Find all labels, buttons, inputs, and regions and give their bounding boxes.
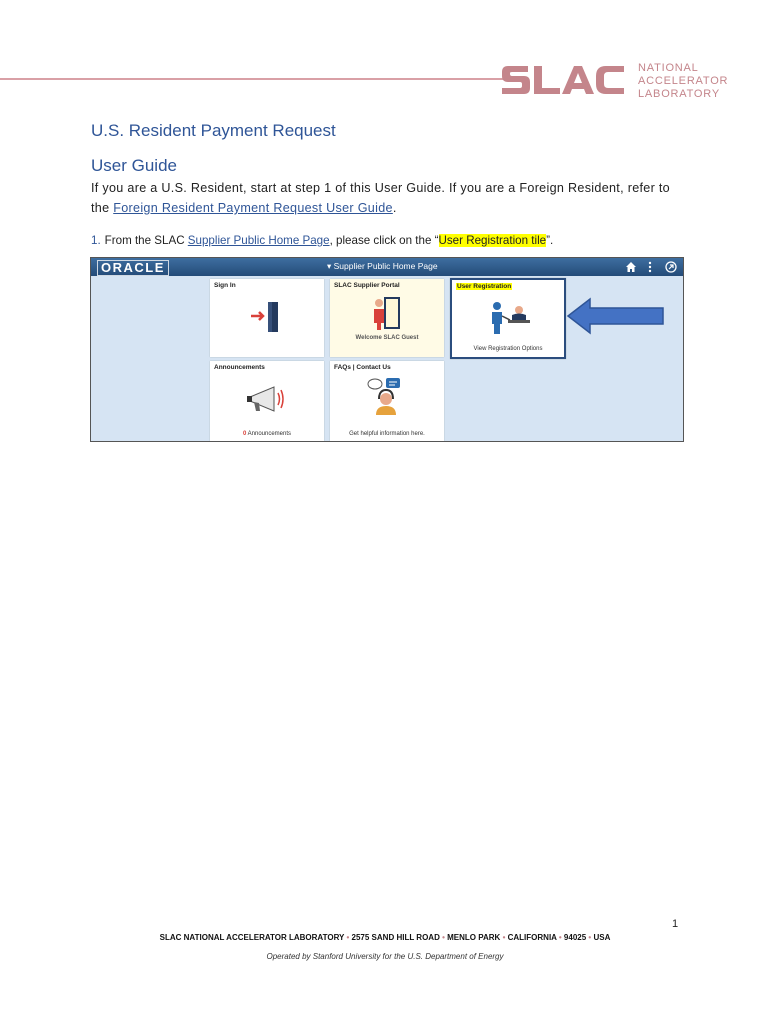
tile-sign-in[interactable]	[210, 279, 324, 357]
footer-org: SLAC NATIONAL ACCELERATOR LABORATORY	[159, 933, 345, 942]
navbar-icon[interactable]	[665, 261, 677, 273]
tile-title: Sign In	[214, 282, 236, 289]
footer-address: SLAC NATIONAL ACCELERATOR LABORATORY • 2575 SAND HILL ROAD • MENLO PARK • CALIFORNIA • 94025 • USA	[159, 933, 611, 942]
portal-door-icon	[368, 293, 408, 331]
tile-announcements[interactable]	[210, 361, 324, 441]
header-rule	[0, 78, 515, 80]
footer-country: USA	[593, 933, 611, 942]
more-icon[interactable]	[647, 261, 653, 273]
help-agent-icon	[366, 375, 408, 417]
intro-end: .	[392, 201, 397, 215]
document-subtitle: User Guide	[91, 156, 177, 175]
tile-footer: Get helpful information here.	[349, 431, 425, 437]
step-text-middle: , please click on the “	[329, 234, 439, 247]
footer-zip: 94025	[563, 933, 587, 942]
tile-faqs-contact[interactable]	[330, 361, 444, 441]
user-registration-icon	[488, 300, 532, 336]
step-1	[91, 234, 553, 247]
megaphone-icon	[244, 383, 288, 417]
step-text-after: ”.	[546, 234, 554, 247]
announcement-count: 0	[242, 431, 247, 437]
sign-in-icon	[248, 299, 288, 335]
header-icons	[621, 260, 681, 274]
supplier-home-screenshot	[90, 257, 684, 442]
document-title: U.S. Resident Payment Request	[91, 121, 336, 140]
tile-title: FAQs | Contact Us	[334, 364, 391, 371]
tile-user-registration[interactable]	[450, 278, 566, 359]
intro-text: If you are a U.S. Resident, start at step 1 of this User Guide. If you are a Foreign Resident, refer to the	[91, 181, 670, 215]
page-number: 1	[672, 918, 679, 930]
tile-title: Announcements	[214, 364, 265, 371]
footer-state: CALIFORNIA	[507, 933, 557, 942]
logo-line-national: NATIONAL	[638, 62, 699, 74]
oracle-logo: ORACLE	[97, 260, 169, 276]
highlighted-tile-name: User Registration tile	[438, 234, 547, 247]
tile-supplier-portal[interactable]	[330, 279, 444, 357]
intro-paragraph	[91, 178, 691, 218]
slac-logo	[498, 58, 628, 102]
tile-footer: View Registration Options	[473, 346, 543, 352]
footer-street: 2575 SAND HILL ROAD	[351, 933, 440, 942]
nav-title-dropdown[interactable]: ▾ Supplier Public Home Page	[327, 261, 438, 271]
home-icon[interactable]	[625, 261, 637, 273]
supplier-home-page-link[interactable]: Supplier Public Home Page	[187, 234, 330, 247]
tile-title: SLAC Supplier Portal	[334, 282, 400, 289]
announcement-label: Announcements	[247, 431, 292, 437]
footer-operated-by: Operated by Stanford University for the U.S. Department of Energy	[266, 952, 504, 961]
tile-title: User Registration	[457, 283, 512, 290]
footer-city: MENLO PARK	[447, 933, 501, 942]
callout-arrow-icon	[566, 296, 666, 336]
tile-footer	[210, 431, 324, 437]
logo-line-accelerator: ACCELERATOR	[638, 75, 729, 87]
step-number: 1.	[91, 234, 101, 247]
logo-text	[638, 62, 728, 101]
step-text-before: From the SLAC	[104, 234, 188, 247]
oracle-header-bar	[91, 258, 683, 276]
tile-footer: Welcome SLAC Guest	[355, 335, 419, 341]
foreign-resident-guide-link[interactable]: Foreign Resident Payment Request User Guide	[113, 201, 393, 215]
logo-line-laboratory: LABORATORY	[638, 88, 720, 100]
